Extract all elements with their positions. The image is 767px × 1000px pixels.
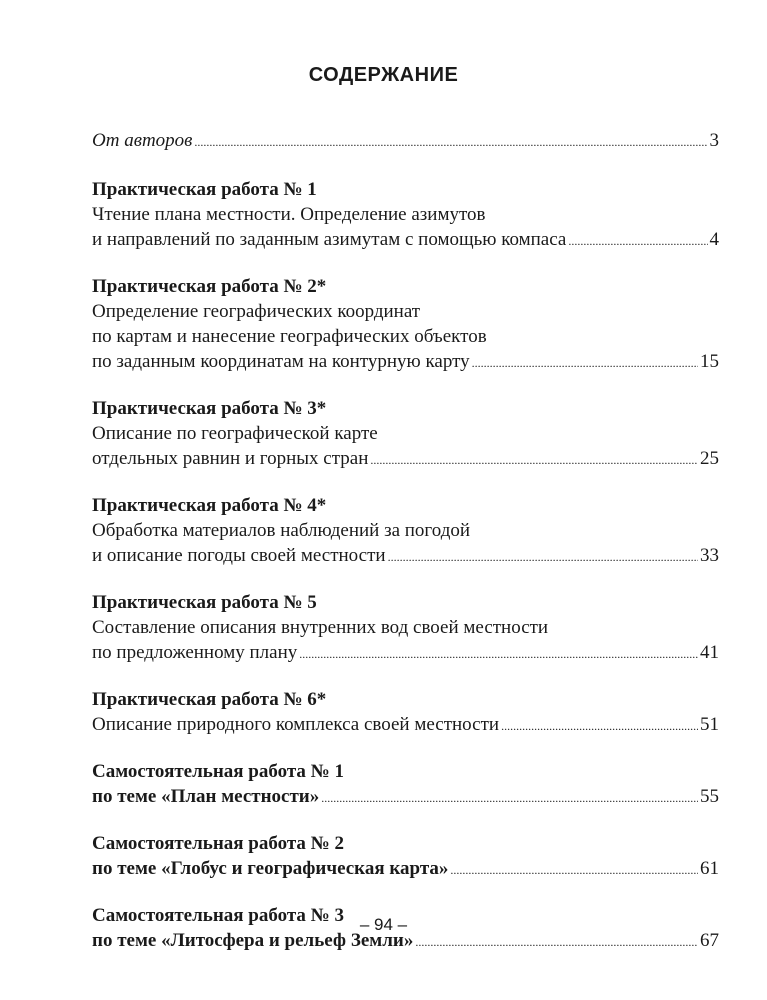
toc-line [92,227,719,254]
dot-leader [194,130,707,155]
toc-line [92,712,719,739]
toc-line [92,640,719,667]
page-number: 3 [709,130,719,151]
toc-entry-text: по предложенному плану [92,642,298,663]
toc-entry-line: Описание по географической карте [92,423,378,444]
toc-entry-title: Практическая работа № 1 [92,179,317,200]
page-number: 61 [700,858,719,879]
page-number: 67 [700,930,719,951]
page-number: 15 [700,351,719,372]
page-footer-number: – 94 – [359,915,408,934]
toc-entry-title: Практическая работа № 3* [92,398,327,419]
toc-entry-title: Самостоятельная работа № 2 [92,833,345,854]
dot-leader [450,858,698,883]
toc-entry-practical-5[interactable] [92,590,719,667]
toc-entry-line: Определение географических координат [92,301,421,322]
page-number: 55 [700,786,719,807]
toc-entry-practical-6[interactable] [92,687,719,739]
toc-entry-line: Чтение плана местности. Определение азимутов [92,204,486,225]
toc-entry-title: Самостоятельная работа № 3 [92,905,345,926]
toc-entry-line: Обработка материалов наблюдений за погодой [92,520,471,541]
toc-entry-practical-3[interactable] [92,396,719,473]
toc-line [92,128,719,155]
toc-line [92,349,719,376]
page-number: 25 [700,448,719,469]
dot-leader [472,351,698,376]
toc-entry-title: Практическая работа № 5 [92,592,317,613]
toc-entry-text: и направлений по заданным азимутам с помощью компаса [92,229,567,250]
toc-line [92,446,719,473]
page-number: 4 [709,229,719,250]
toc-entry-text: по теме «План местности» [92,786,320,807]
dot-leader [370,448,698,473]
page-number: 33 [700,545,719,566]
dot-leader [568,229,707,254]
toc-line [92,856,719,883]
dot-leader [388,545,698,570]
toc-entry-title: Практическая работа № 2* [92,276,327,297]
toc-entry-text: От авторов [92,130,193,151]
toc-entry-practical-1[interactable] [92,177,719,254]
page-number: 51 [700,714,719,735]
toc-entry-text: по теме «Глобус и географическая карта» [92,858,449,879]
dot-leader [321,786,698,811]
toc-entry-test-2[interactable] [92,831,719,883]
toc-entry-text: Описание природного комплекса своей местности [92,714,500,735]
table-of-contents [92,128,719,955]
toc-entry-practical-2[interactable] [92,274,719,376]
page-title: СОДЕРЖАНИЕ [308,64,459,86]
page-number: 41 [700,642,719,663]
toc-entry-title: Практическая работа № 4* [92,495,327,516]
dot-leader [501,714,698,739]
toc-entry-line: Составление описания внутренних вод своей местности [92,617,549,638]
toc-line [92,543,719,570]
toc-entry-practical-4[interactable] [92,493,719,570]
toc-entry-intro[interactable] [92,128,719,155]
toc-entry-text: по заданным координатам на контурную карту [92,351,470,372]
toc-entry-text: и описание погоды своей местности [92,545,386,566]
toc-line [92,784,719,811]
toc-entry-line: по картам и нанесение географических объектов [92,326,487,347]
toc-entry-title: Самостоятельная работа № 1 [92,761,345,782]
toc-entry-title: Практическая работа № 6* [92,689,327,710]
toc-entry-test-1[interactable] [92,759,719,811]
dot-leader [299,642,698,667]
toc-entry-text: отдельных равнин и горных стран [92,448,369,469]
toc-entry-text: по теме «Литосфера и рельеф Земли» [92,930,414,951]
